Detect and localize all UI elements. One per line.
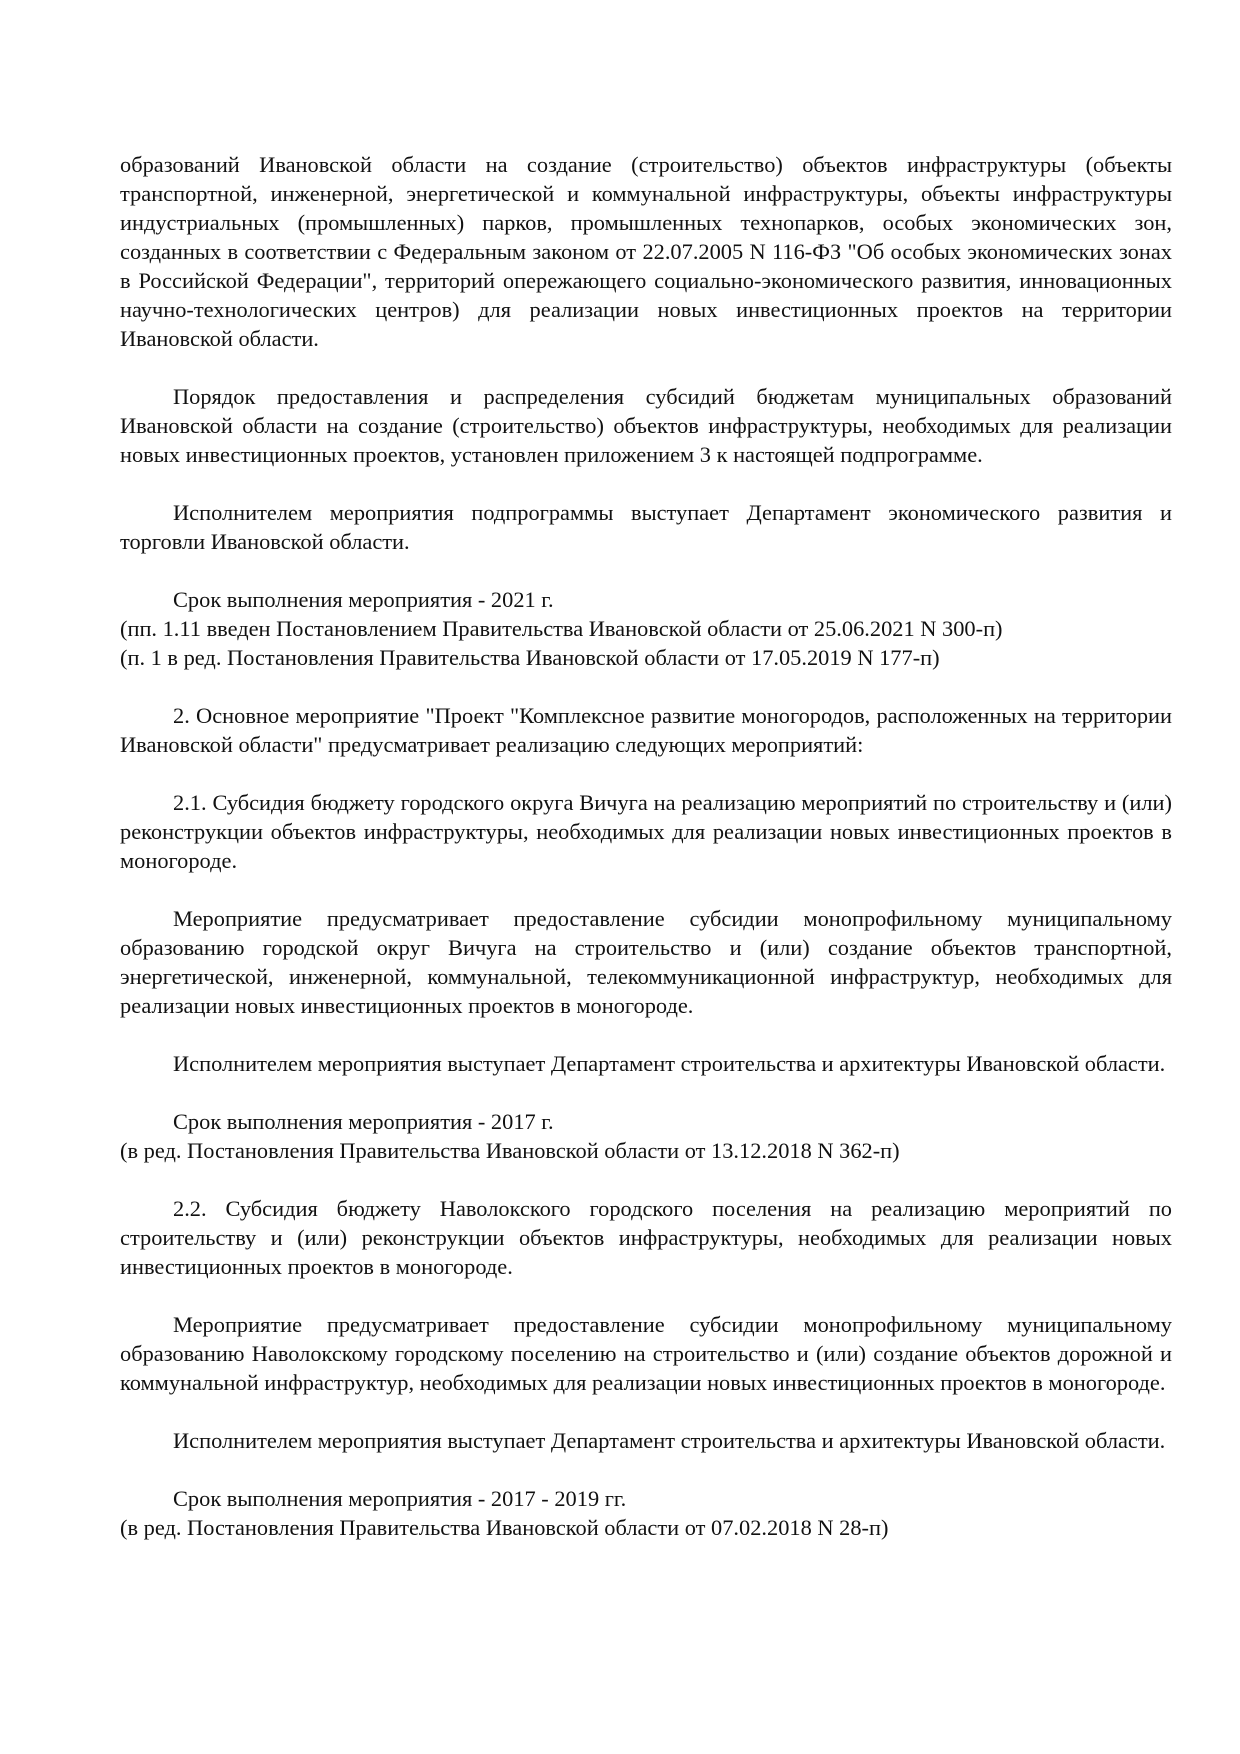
amendment-note: (пп. 1.11 введен Постановлением Правительства Ивановской области от 25.06.2021 N 300-п)	[120, 616, 1003, 641]
term-block-2017	[120, 1107, 1172, 1165]
paragraph-executor-economic-dept: Исполнителем мероприятия подпрограммы выступает Департамент экономического развития и торговли Ивановской области.	[120, 500, 1172, 554]
paragraph-subsidy-procedure: Порядок предоставления и распределения субсидий бюджетам муниципальных образований Ивановской области на создание (строительство) объектов инфраструктуры, необходимых для реализации новых инвестиционных проектов, установлен приложением 3 к настоящей подпрограмме.	[120, 384, 1172, 467]
amendment-note: (п. 1 в ред. Постановления Правительства Ивановской области от 17.05.2019 N 177-п)	[120, 645, 940, 670]
item-2-1-executor: Исполнителем мероприятия выступает Департамент строительства и архитектуры Ивановской области.	[173, 1051, 1166, 1076]
term-block-2021	[120, 585, 1172, 672]
term-block-2017-2019	[120, 1484, 1172, 1542]
item-2-1-title: 2.1. Субсидия бюджету городского округа Вичуга на реализацию мероприятий по строительству и (или) реконструкции объектов инфраструктуры, необходимых для реализации новых инвестиционных проектов в моногороде.	[120, 790, 1172, 873]
amendment-note: (в ред. Постановления Правительства Ивановской области от 07.02.2018 N 28-п)	[120, 1515, 889, 1540]
item-2-1-description: Мероприятие предусматривает предоставление субсидии монопрофильному муниципальному образованию городской округ Вичуга на строительство и (или) создание объектов транспортной, энергетической, инженерной, коммунальной, телекоммуникационной инфраструктур, необходимых для реализации новых инвестиционных проектов в моногороде.	[120, 906, 1172, 1018]
term-text: Срок выполнения мероприятия - 2017 г.	[173, 1109, 554, 1134]
item-2-2-title: 2.2. Субсидия бюджету Наволокского городского поселения на реализацию мероприятий по строительству и (или) реконструкции объектов инфраструктуры, необходимых для реализации новых инвестиционных проектов в моногороде.	[120, 1196, 1172, 1279]
term-text: Срок выполнения мероприятия - 2017 - 2019 гг.	[173, 1486, 627, 1511]
document-page	[120, 150, 1172, 1571]
amendment-note: (в ред. Постановления Правительства Ивановской области от 13.12.2018 N 362-п)	[120, 1138, 900, 1163]
paragraph-infrastructure-objects: образований Ивановской области на создание (строительство) объектов инфраструктуры (объекты транспортной, инженерной, энергетической и коммунальной инфраструктуры, объекты инфраструктуры индустриальных (промышленных) парков, промышленных технопарков, особых экономических зон, созданных в соответствии с Федеральным законом от 22.07.2005 N 116-ФЗ "Об особых экономических зонах в Российской Федерации", территорий опережающего социально-экономического развития, инновационных научно-технологических центров) для реализации новых инвестиционных проектов на территории Ивановской области.	[120, 152, 1172, 351]
section-2-heading: 2. Основное мероприятие "Проект "Комплексное развитие моногородов, расположенных на территории Ивановской области" предусматривает реализацию следующих мероприятий:	[120, 703, 1172, 757]
item-2-2-description: Мероприятие предусматривает предоставление субсидии монопрофильному муниципальному образованию Наволокскому городскому поселению на строительство и (или) создание объектов дорожной и коммунальной инфраструктур, необходимых для реализации новых инвестиционных проектов в моногороде.	[120, 1312, 1172, 1395]
item-2-2-executor: Исполнителем мероприятия выступает Департамент строительства и архитектуры Ивановской области.	[173, 1428, 1166, 1453]
term-text: Срок выполнения мероприятия - 2021 г.	[173, 587, 554, 612]
